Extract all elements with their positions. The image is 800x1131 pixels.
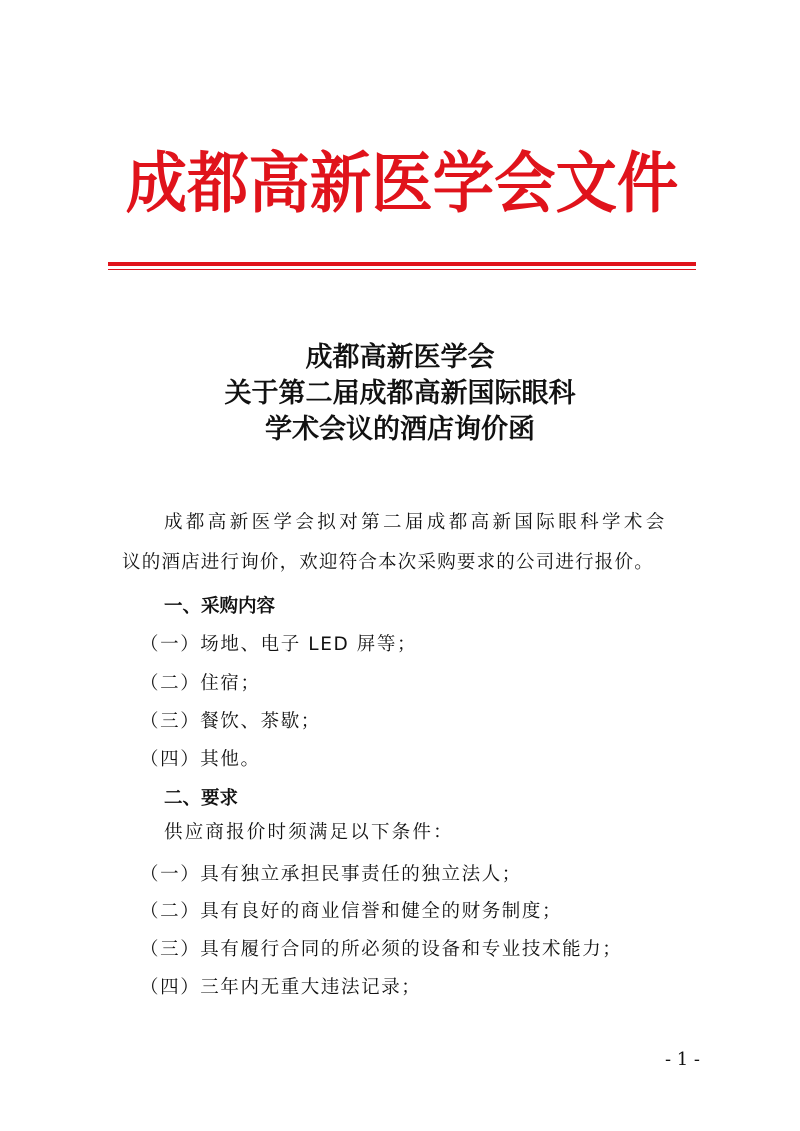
requirement-item: （四）三年内无重大违法记录； xyxy=(140,977,422,998)
procurement-item: （三）餐饮、茶歇； xyxy=(140,711,321,732)
masthead-title: 成都高新医学会文件 xyxy=(125,144,679,222)
page-number: - 1 - xyxy=(664,1049,700,1070)
requirements-intro: 供应商报价时须满足以下条件： xyxy=(164,822,454,843)
document-title-line-1: 成都高新医学会 xyxy=(305,342,495,373)
requirement-item: （三）具有履行合同的所必须的设备和专业技术能力； xyxy=(140,939,623,960)
section-heading-procurement: 一、采购内容 xyxy=(164,596,276,617)
intro-paragraph-line-1: 成都高新医学会拟对第二届成都高新国际眼科学术会 xyxy=(164,512,668,533)
document-title-line-3: 学术会议的酒店询价函 xyxy=(265,414,535,445)
requirement-item: （二）具有良好的商业信誉和健全的财务制度； xyxy=(140,901,563,922)
document-title xyxy=(80,340,720,448)
document-title-line-2: 关于第二届成都高新国际眼科 xyxy=(224,378,576,409)
procurement-item: （四）其他。 xyxy=(140,749,261,770)
section-heading-requirements: 二、要求 xyxy=(164,788,239,809)
masthead-rule-thick xyxy=(108,262,696,266)
procurement-item: （一）场地、电子 LED 屏等； xyxy=(140,634,418,655)
intro-paragraph-line-2: 议的酒店进行询价，欢迎符合本次采购要求的公司进行报价。 xyxy=(122,552,654,573)
procurement-item: （二）住宿； xyxy=(140,673,261,694)
requirement-item: （一）具有独立承担民事责任的独立法人； xyxy=(140,864,522,885)
masthead-rule-thin xyxy=(108,269,696,271)
